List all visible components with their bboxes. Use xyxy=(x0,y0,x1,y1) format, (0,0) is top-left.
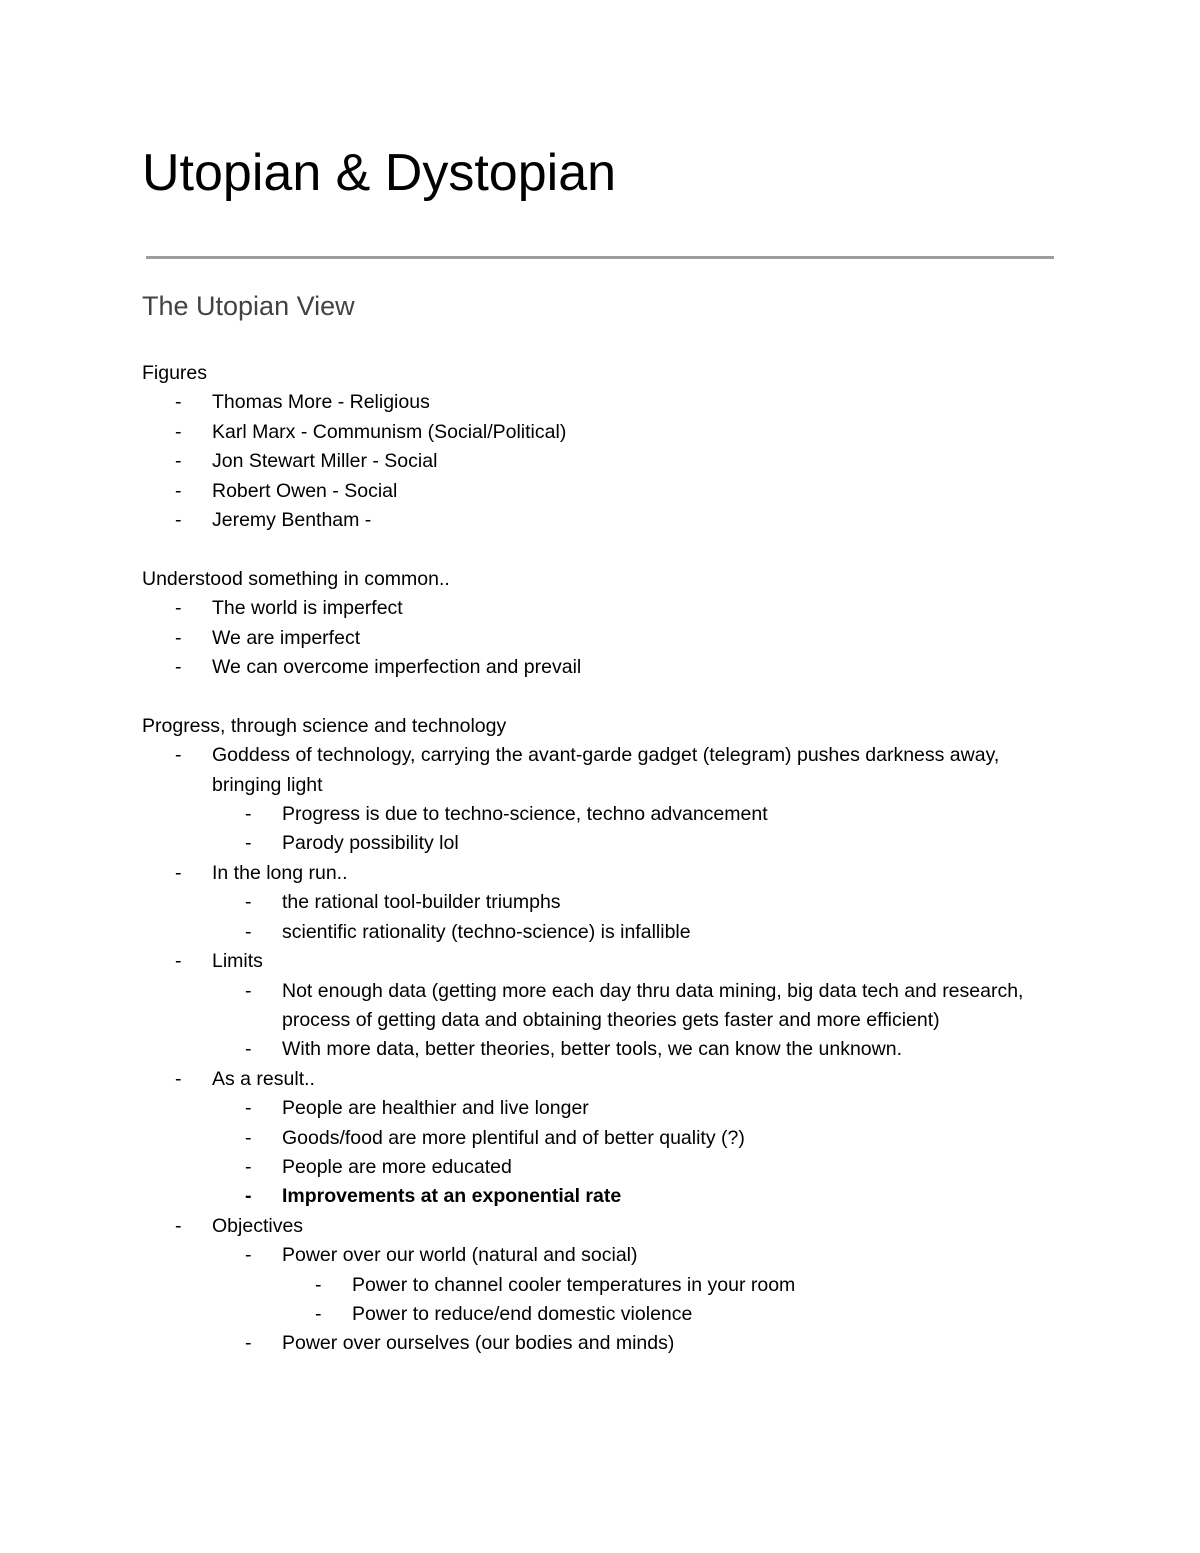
list-item-text: People are healthier and live longer xyxy=(282,1097,589,1120)
common-heading: Understood something in common.. xyxy=(142,567,450,590)
goddess-sublist xyxy=(212,800,1042,859)
list-item-bold xyxy=(212,1182,1042,1211)
list-item xyxy=(142,653,1042,682)
list-item-text: Robert Owen - Social xyxy=(212,479,398,502)
dash-bullet: - xyxy=(175,509,182,532)
dash-bullet: - xyxy=(175,1067,182,1090)
document-title: Utopian & Dystopian xyxy=(142,144,617,202)
spacer xyxy=(142,682,1042,711)
list-item-text: Parody possibility lol xyxy=(282,832,459,855)
dash-bullet: - xyxy=(175,391,182,414)
list-item xyxy=(212,1094,1042,1123)
list-item-text: Power to reduce/end domestic violence xyxy=(352,1302,693,1325)
list-item-text: We can overcome imperfection and prevail xyxy=(212,656,582,679)
list-item xyxy=(212,1153,1042,1182)
list-item-text: Thomas More - Religious xyxy=(212,391,430,414)
common-list xyxy=(142,594,1042,682)
list-item xyxy=(142,418,1042,447)
list-item-text: Power to channel cooler temperatures in your room xyxy=(352,1273,796,1296)
dash-bullet: - xyxy=(175,861,182,884)
list-item-goddess xyxy=(142,741,1042,859)
list-item-text: Jeremy Bentham - xyxy=(212,509,372,532)
horizontal-rule xyxy=(146,256,1054,259)
list-item xyxy=(212,829,1042,858)
document-body xyxy=(142,359,1042,1359)
dash-bullet: - xyxy=(245,1155,252,1178)
list-item-text: Goddess of technology, carrying the avant-garde gadget (telegram) pushes darkness away, bringing light xyxy=(212,744,1000,796)
dash-bullet: - xyxy=(315,1273,322,1296)
dash-bullet: - xyxy=(245,891,252,914)
list-item xyxy=(142,506,1042,535)
dash-bullet: - xyxy=(175,950,182,973)
list-item xyxy=(142,624,1042,653)
long-run-sublist xyxy=(212,888,1042,947)
list-item-text: Objectives xyxy=(212,1214,304,1237)
list-item-text: Improvements at an exponential rate xyxy=(282,1185,622,1208)
dash-bullet: - xyxy=(245,920,252,943)
dash-bullet: - xyxy=(175,597,182,620)
list-item xyxy=(212,977,1042,1036)
dash-bullet: - xyxy=(175,420,182,443)
dash-bullet: - xyxy=(245,979,252,1002)
dash-bullet: - xyxy=(245,1126,252,1149)
world-sublist xyxy=(282,1271,1042,1330)
dash-bullet: - xyxy=(175,656,182,679)
dash-bullet: - xyxy=(245,1185,252,1208)
objectives-sublist xyxy=(212,1241,1042,1359)
list-item-text: Power over ourselves (our bodies and minds) xyxy=(282,1332,675,1355)
progress-heading: Progress, through science and technology xyxy=(142,714,507,737)
list-item xyxy=(142,388,1042,417)
list-item-text: Power over our world (natural and social) xyxy=(282,1244,638,1267)
list-item-text: The world is imperfect xyxy=(212,597,403,620)
list-item-text: People are more educated xyxy=(282,1155,512,1178)
list-item-long-run xyxy=(142,859,1042,947)
list-item xyxy=(142,477,1042,506)
dash-bullet: - xyxy=(245,803,252,826)
list-item xyxy=(212,888,1042,917)
list-item-text: Not enough data (getting more each day thru data mining, big data tech and research, process of getting data and obtaining theories gets faster and more efficient) xyxy=(282,979,1024,1031)
list-item xyxy=(282,1271,1042,1300)
list-item xyxy=(282,1300,1042,1329)
figures-heading: Figures xyxy=(142,362,208,384)
dash-bullet: - xyxy=(175,479,182,502)
list-item-text: With more data, better theories, better tools, we can know the unknown. xyxy=(282,1038,902,1061)
dash-bullet: - xyxy=(245,1038,252,1061)
limits-sublist xyxy=(212,977,1042,1065)
list-item-result xyxy=(142,1065,1042,1212)
list-item-text: Karl Marx - Communism (Social/Political) xyxy=(212,420,567,443)
list-item xyxy=(212,800,1042,829)
list-item-ourselves xyxy=(212,1329,1042,1358)
list-item xyxy=(142,594,1042,623)
list-item-text: As a result.. xyxy=(212,1067,315,1090)
list-item-limits xyxy=(142,947,1042,1065)
list-item-text: We are imperfect xyxy=(212,626,361,649)
result-sublist xyxy=(212,1094,1042,1212)
list-item-text: scientific rationality (techno-science) is infallible xyxy=(282,920,691,943)
list-item-text: Limits xyxy=(212,950,263,973)
list-item-world xyxy=(212,1241,1042,1329)
dash-bullet: - xyxy=(315,1302,322,1325)
list-item xyxy=(212,918,1042,947)
list-item-text: Progress is due to techno-science, techno advancement xyxy=(282,803,768,826)
list-item-text: In the long run.. xyxy=(212,861,348,884)
dash-bullet: - xyxy=(175,1214,182,1237)
dash-bullet: - xyxy=(175,626,182,649)
list-item-text: Jon Stewart Miller - Social xyxy=(212,450,438,473)
list-item xyxy=(142,447,1042,476)
spacer xyxy=(142,535,1042,564)
dash-bullet: - xyxy=(175,450,182,473)
dash-bullet: - xyxy=(245,1332,252,1355)
list-item-text: Goods/food are more plentiful and of better quality (?) xyxy=(282,1126,745,1149)
dash-bullet: - xyxy=(175,744,182,767)
dash-bullet: - xyxy=(245,1097,252,1120)
figures-list xyxy=(142,388,1042,535)
list-item xyxy=(212,1124,1042,1153)
list-item-objectives xyxy=(142,1212,1042,1359)
list-item xyxy=(212,1035,1042,1064)
section-heading-utopian-view: The Utopian View xyxy=(142,291,355,321)
progress-list xyxy=(142,741,1042,1359)
list-item-text: the rational tool-builder triumphs xyxy=(282,891,561,914)
dash-bullet: - xyxy=(245,832,252,855)
dash-bullet: - xyxy=(245,1244,252,1267)
